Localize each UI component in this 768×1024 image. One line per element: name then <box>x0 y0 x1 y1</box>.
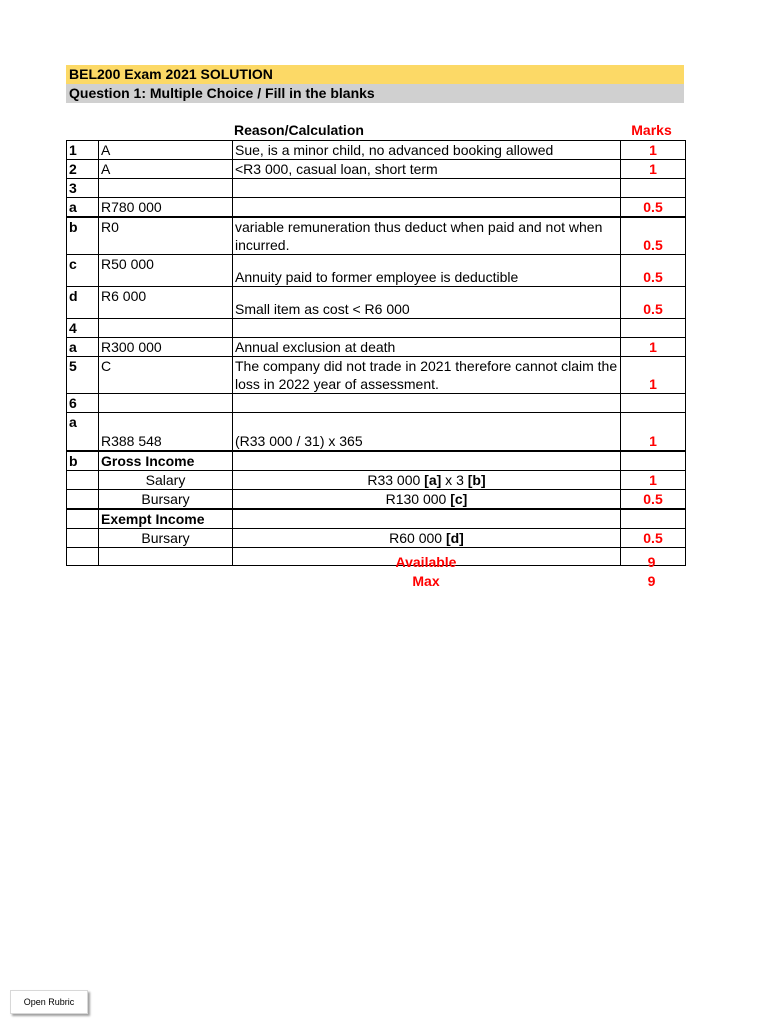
exempt-calculation <box>233 528 621 547</box>
question-number: 4 <box>67 319 99 338</box>
table-row <box>67 338 686 357</box>
table-row <box>67 394 686 413</box>
marks-cell <box>621 319 686 338</box>
answer-cell: R388 548 <box>99 413 233 451</box>
reason-cell <box>233 179 621 198</box>
answer-cell <box>99 319 233 338</box>
table-row <box>67 198 686 218</box>
table-row <box>67 357 686 394</box>
question-number: 1 <box>67 141 99 160</box>
gross-income-heading: Gross Income <box>99 451 233 471</box>
question-number: 2 <box>67 160 99 179</box>
marks-column-header: Marks <box>631 122 672 138</box>
question-number: 6 <box>67 394 99 413</box>
salary-calculation <box>233 470 621 489</box>
reason-cell: Small item as cost < R6 000 <box>233 287 621 319</box>
question-number: a <box>67 413 99 451</box>
bursary-calculation <box>233 489 621 509</box>
table-row <box>67 509 686 529</box>
question-number: c <box>67 255 99 287</box>
marks-cell: 1 <box>621 357 686 394</box>
marks-cell: 0.5 <box>621 255 686 287</box>
reason-cell: <R3 000, casual loan, short term <box>233 160 621 179</box>
exempt-bursary-label: Bursary <box>99 528 233 547</box>
marks-cell <box>621 394 686 413</box>
table-row <box>67 287 686 319</box>
reason-cell: Annuity paid to former employee is deductible <box>233 255 621 287</box>
marks-cell: 0.5 <box>621 217 686 255</box>
question-number: d <box>67 287 99 319</box>
calc-text: x 3 <box>441 471 468 488</box>
reason-cell: (R33 000 / 31) x 365 <box>233 413 621 451</box>
question-number <box>67 547 99 565</box>
calc-ref-b: [b] <box>467 471 486 488</box>
reason-cell <box>233 451 621 471</box>
table-row <box>67 179 686 198</box>
marks-cell <box>621 179 686 198</box>
answer-cell: A <box>99 160 233 179</box>
answer-cell: R50 000 <box>99 255 233 287</box>
marks-cell: 0.5 <box>621 198 686 218</box>
answer-cell: R780 000 <box>99 198 233 218</box>
answer-cell: R0 <box>99 217 233 255</box>
question-number: b <box>67 217 99 255</box>
question-number <box>67 489 99 509</box>
answer-cell: A <box>99 141 233 160</box>
marks-cell: 1 <box>621 413 686 451</box>
question-number <box>67 528 99 547</box>
marks-cell <box>621 509 686 529</box>
max-label: Max <box>412 573 440 589</box>
question-title: Question 1: Multiple Choice / Fill in the blanks <box>66 84 684 103</box>
table-row <box>67 470 686 489</box>
calc-ref-a: [a] <box>424 471 442 488</box>
reason-cell <box>233 509 621 529</box>
question-number <box>67 470 99 489</box>
reason-cell <box>233 394 621 413</box>
calc-text: R60 000 <box>389 529 446 546</box>
table-row <box>67 160 686 179</box>
table-row <box>67 528 686 547</box>
marks-cell: 0.5 <box>621 287 686 319</box>
answer-cell <box>99 394 233 413</box>
marks-cell: 1 <box>621 470 686 489</box>
open-rubric-button[interactable]: Open Rubric <box>10 990 88 1014</box>
reason-cell: Sue, is a minor child, no advanced booking allowed <box>233 141 621 160</box>
answer-cell <box>99 547 233 565</box>
answer-cell: R6 000 <box>99 287 233 319</box>
table-row <box>67 255 686 287</box>
marks-cell: 0.5 <box>621 489 686 509</box>
reason-cell: Annual exclusion at death <box>233 338 621 357</box>
question-number: a <box>67 338 99 357</box>
available-label: Available <box>395 554 457 570</box>
reason-cell <box>233 319 621 338</box>
bursary-label: Bursary <box>99 489 233 509</box>
calc-ref-d: [d] <box>445 529 464 546</box>
calc-ref-c: [c] <box>450 490 468 507</box>
solution-table <box>66 140 686 566</box>
question-number: a <box>67 198 99 218</box>
calc-text: R33 000 <box>367 471 425 488</box>
reason-column-header: Reason/Calculation <box>234 122 364 138</box>
answer-cell: C <box>99 357 233 394</box>
question-number: 3 <box>67 179 99 198</box>
marks-cell: 1 <box>621 141 686 160</box>
answer-cell: R300 000 <box>99 338 233 357</box>
marks-cell: 0.5 <box>621 528 686 547</box>
reason-cell <box>233 198 621 218</box>
table-row <box>67 141 686 160</box>
reason-cell: The company did not trade in 2021 therefore cannot claim the loss in 2022 year of assessment. <box>233 357 621 394</box>
max-value: 9 <box>647 573 656 589</box>
marks-cell: 1 <box>621 160 686 179</box>
question-number: 5 <box>67 357 99 394</box>
exempt-income-heading: Exempt Income <box>99 509 233 529</box>
table-row <box>67 489 686 509</box>
calc-text: R130 000 <box>385 490 451 507</box>
table-row <box>67 319 686 338</box>
available-value: 9 <box>647 554 656 570</box>
question-number: b <box>67 451 99 471</box>
salary-label: Salary <box>99 470 233 489</box>
table-row <box>67 547 686 565</box>
marks-cell: 1 <box>621 338 686 357</box>
reason-cell: variable remuneration thus deduct when paid and not when incurred. <box>233 217 621 255</box>
table-row <box>67 413 686 451</box>
document-title: BEL200 Exam 2021 SOLUTION <box>66 65 684 84</box>
table-row <box>67 451 686 471</box>
table-row <box>67 217 686 255</box>
question-number <box>67 509 99 529</box>
answer-cell <box>99 179 233 198</box>
marks-cell <box>621 451 686 471</box>
